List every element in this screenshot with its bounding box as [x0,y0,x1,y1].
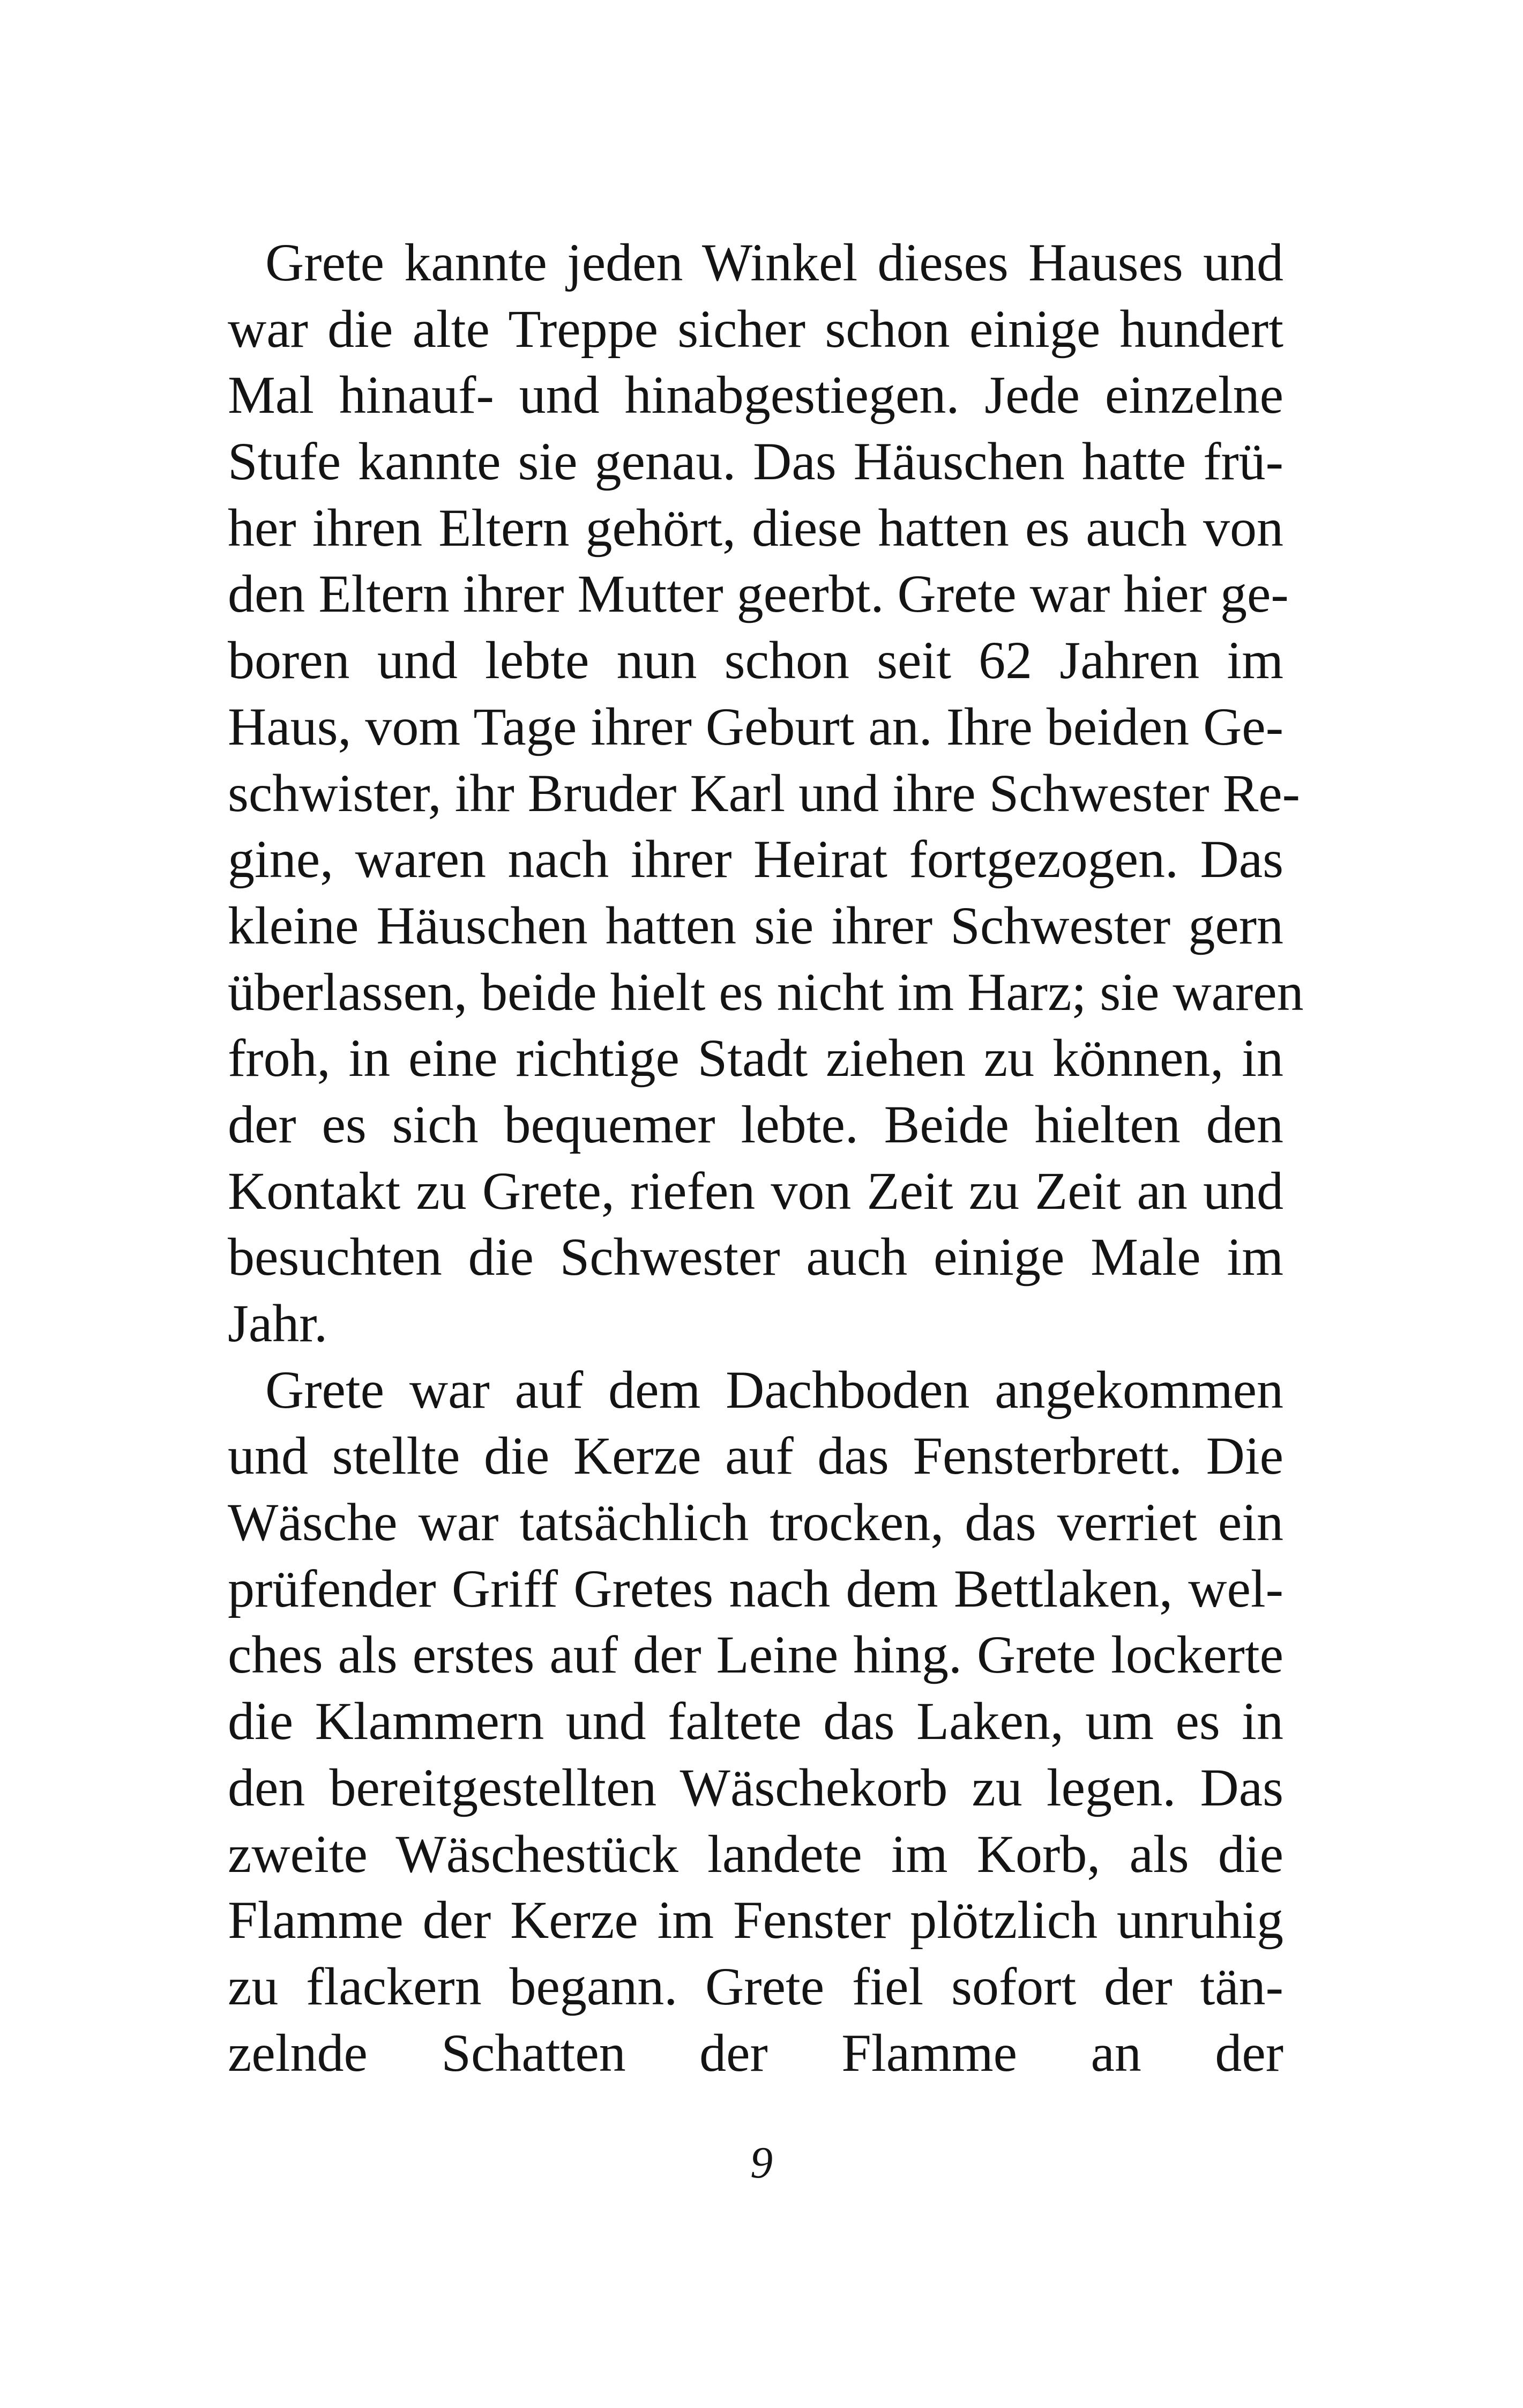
text-line: den Eltern ihrer Mutter geerbt. Grete war hier ge- [228,564,1289,624]
text-line: prüfender Griff Gretes nach dem Bettlaken, wel- [228,1558,1283,1618]
text-line: den bereitgestellten Wäschekorb zu legen. Das [228,1757,1283,1817]
text-line: zelnde Schatten der Flamme an der [228,2023,1283,2083]
text-line: kleine Häuschen hatten sie ihrer Schwester gern [228,895,1283,955]
text-line: Haus, vom Tage ihrer Geburt an. Ihre beiden Ge- [228,696,1283,756]
text-line: gine, waren nach ihrer Heirat fortgezogen. Das [228,829,1283,889]
text-line: schwister, ihr Bruder Karl und ihre Schwester Re- [228,763,1300,823]
text-line: der es sich bequemer lebte. Beide hielten den [228,1094,1283,1154]
text-line: überlassen, beide hielt es nicht im Harz; sie waren [228,962,1304,1022]
text-line: ches als erstes auf der Leine hing. Grete lockerte [228,1625,1283,1685]
text-line: Grete war auf dem Dachboden angekommen [265,1359,1283,1419]
text-line: froh, in eine richtige Stadt ziehen zu können, in [228,1028,1283,1088]
text-line: zweite Wäschestück landete im Korb, als die [228,1824,1283,1884]
text-line: Kontakt zu Grete, riefen von Zeit zu Zeit an und [228,1161,1283,1221]
text-line: die Klammern und faltete das Laken, um es in [228,1691,1283,1751]
text-line: Wäsche war tatsächlich trocken, das verriet ein [228,1492,1283,1552]
text-line: boren und lebte nun schon seit 62 Jahren im [228,630,1283,690]
text-line: Jahr. [228,1294,328,1353]
text-line: Stufe kannte sie genau. Das Häuschen hatte frü- [228,432,1283,492]
text-line: besuchten die Schwester auch einige Male im [228,1227,1283,1287]
page-number: 9 [750,2138,773,2188]
text-line: Mal hinauf- und hinabgestiegen. Jede einzelne [228,365,1283,425]
text-line: war die alte Treppe sicher schon einige hundert [228,299,1283,359]
text-line: her ihren Eltern gehört, diese hatten es auch von [228,497,1283,558]
text-line: und stellte die Kerze auf das Fensterbrett. Die [228,1426,1283,1486]
text-line: Flamme der Kerze im Fenster plötzlich unruhig [228,1890,1283,1950]
body-text [228,229,1304,2086]
text-line: zu flackern begann. Grete fiel sofort der tän- [228,1956,1283,2016]
text-line: Grete kannte jeden Winkel dieses Hauses und [265,233,1283,292]
